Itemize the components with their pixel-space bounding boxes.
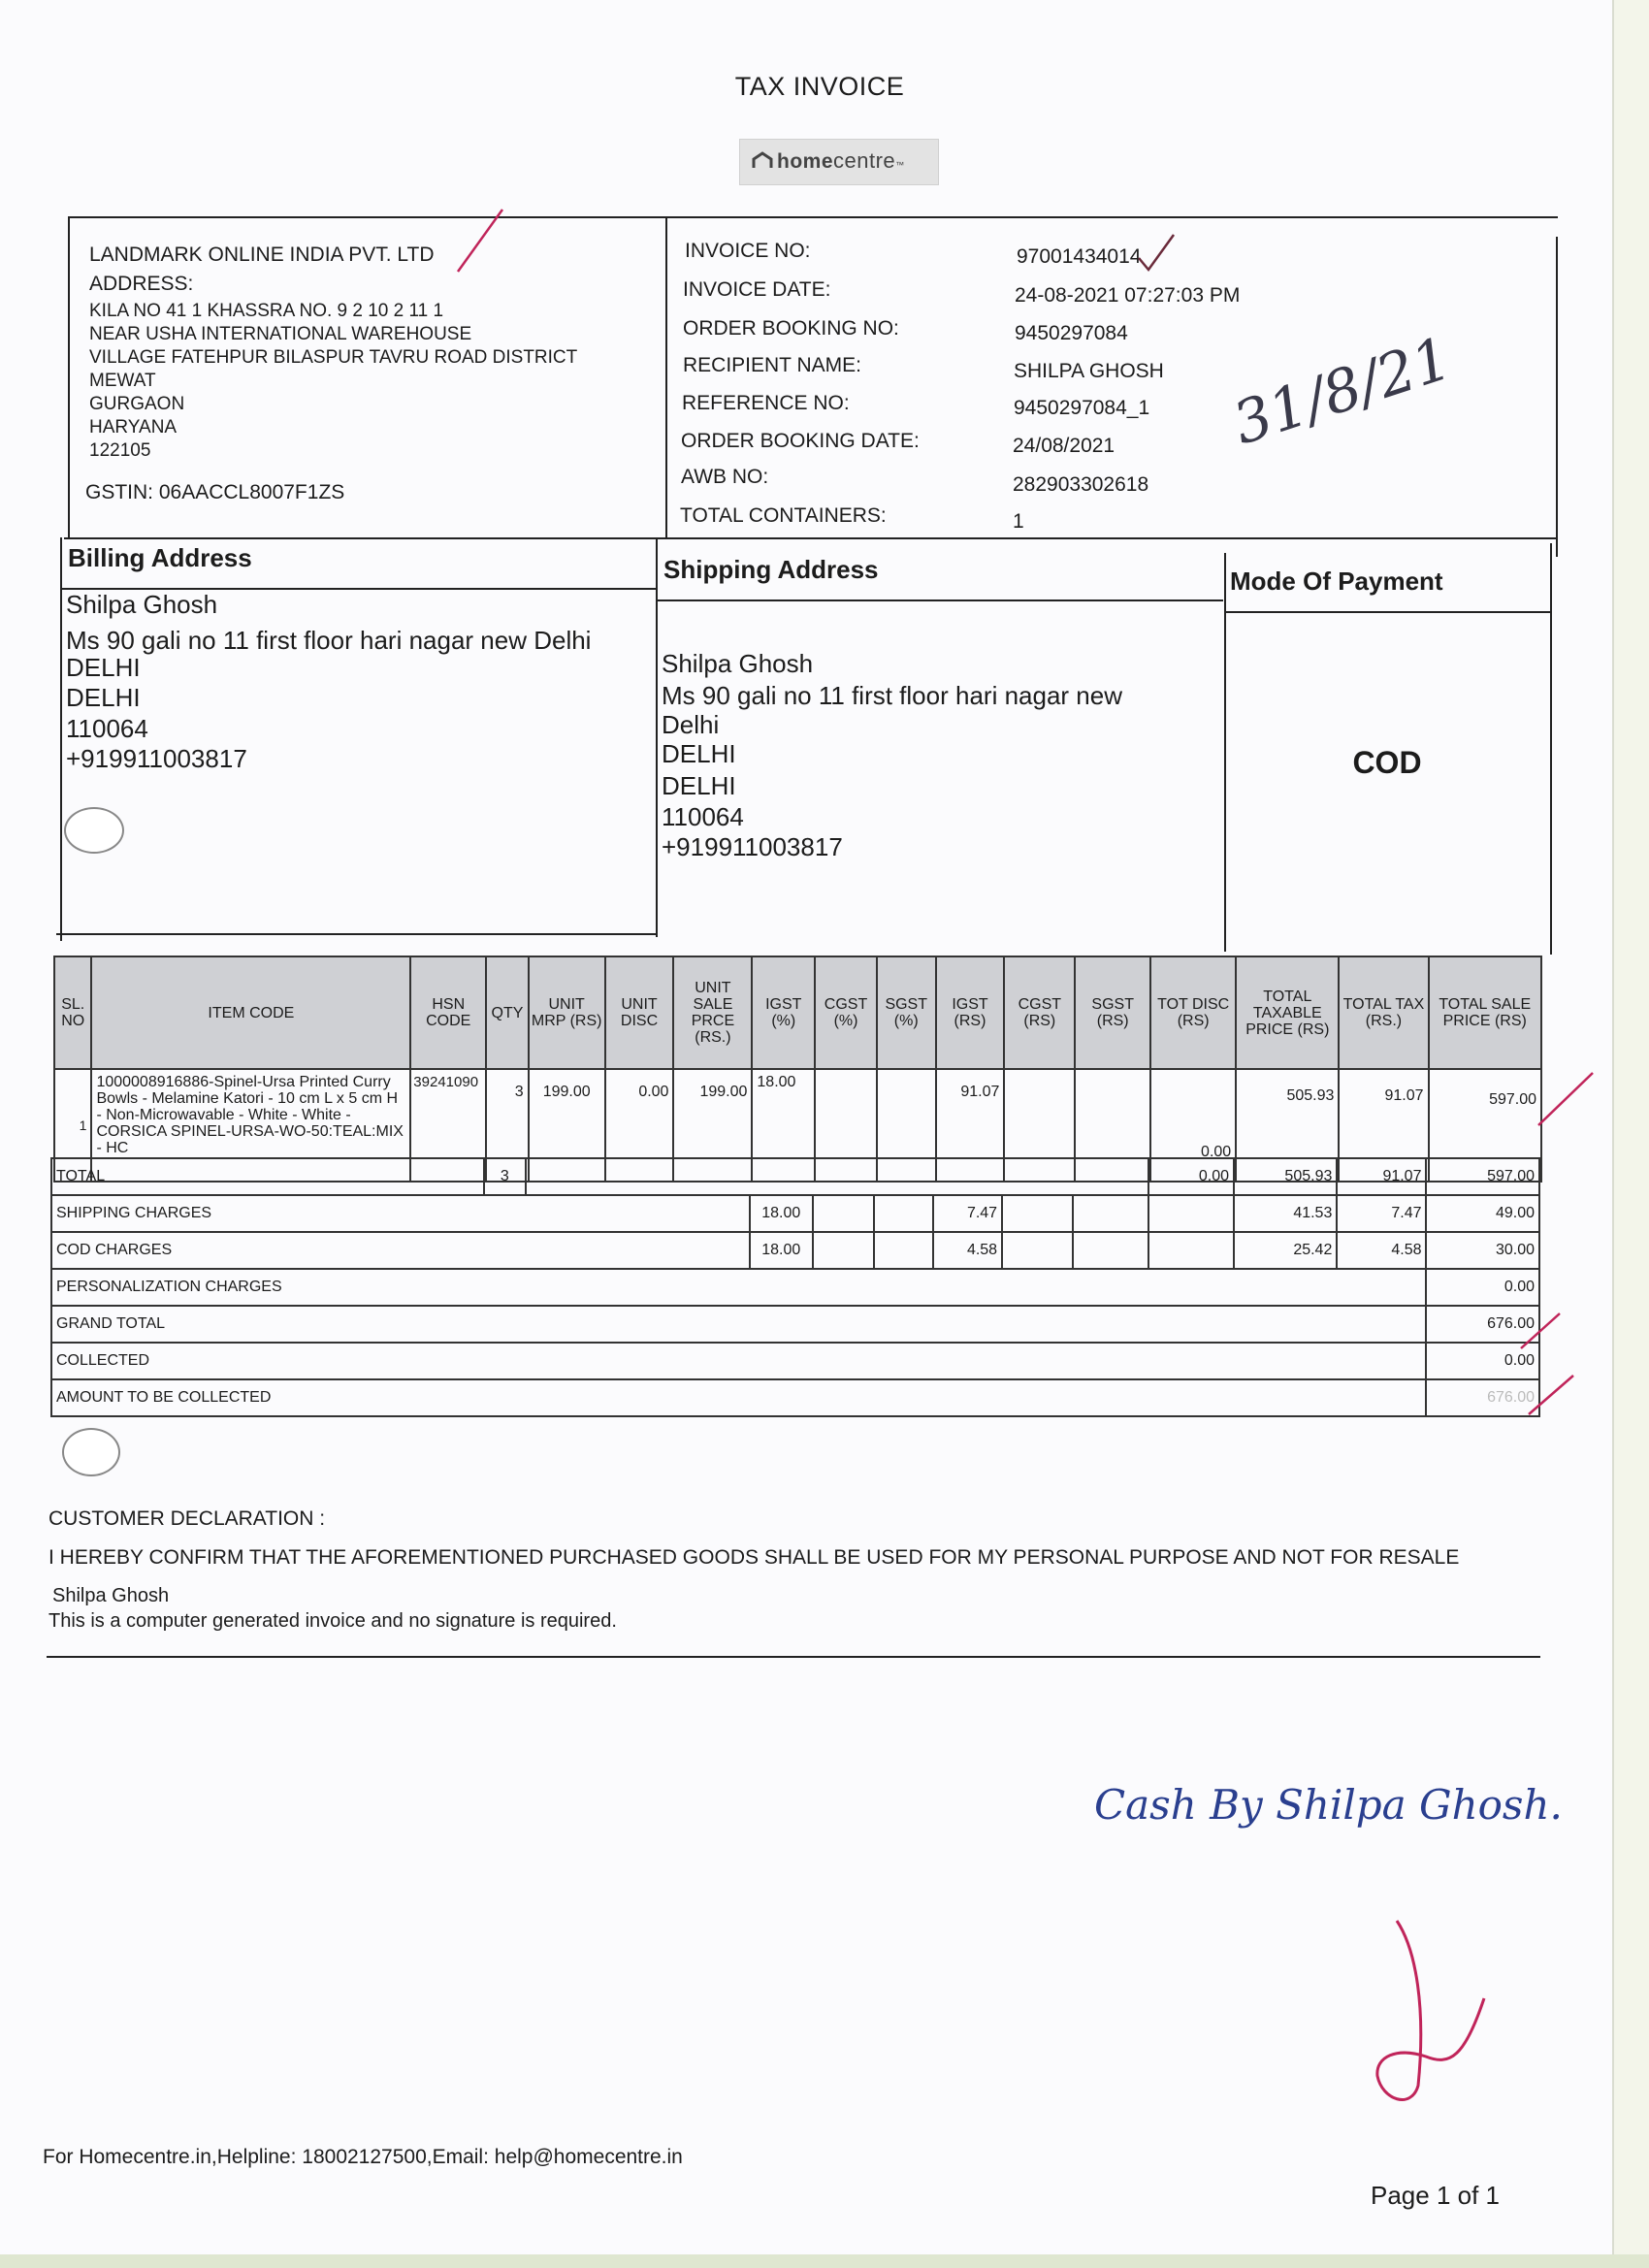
cell-taxable: 505.93 — [1236, 1069, 1339, 1182]
address-box-right — [1550, 543, 1552, 955]
summary-row-cod — [51, 1232, 1539, 1269]
reference-no-value: 9450297084_1 — [1014, 397, 1150, 419]
declaration-text: I HEREBY CONFIRM THAT THE AFOREMENTIONED PURCHASED GOODS SHALL BE USED FOR MY PERSONAL PURPOSE AND NOT FOR RESALE — [48, 1546, 1460, 1569]
cod-tot-disc — [1148, 1232, 1234, 1269]
seller-address-line: 122105 — [89, 440, 151, 461]
address-box-bottom-left — [56, 933, 656, 935]
shipping-tax: 7.47 — [1337, 1195, 1426, 1232]
cell-tax: 91.07 — [1339, 1069, 1428, 1182]
payment-heading-rule — [1224, 611, 1552, 613]
summary-row-grand-total — [51, 1306, 1539, 1343]
col-header: SGST (RS) — [1075, 956, 1150, 1069]
col-header: UNIT MRP (RS) — [529, 956, 605, 1069]
shipping-taxable: 41.53 — [1234, 1195, 1337, 1232]
summary-row-to-collect — [51, 1379, 1539, 1416]
to-collect-label: AMOUNT TO BE COLLECTED — [51, 1379, 1426, 1416]
summary-table — [50, 1157, 1540, 1417]
scan-edge-bottom — [0, 2254, 1649, 2268]
shipping-charges-label: SHIPPING CHARGES — [51, 1195, 750, 1232]
col-header: HSN CODE — [410, 956, 486, 1069]
shipping-line: DELHI — [662, 771, 736, 800]
header-box-top — [68, 216, 1558, 218]
invoice-date-label: INVOICE DATE: — [683, 278, 831, 301]
page-number: Page 1 of 1 — [1371, 2181, 1500, 2210]
shipping-igst-pct: 18.00 — [750, 1195, 813, 1232]
invoice-date-value: 24-08-2021 07:27:03 PM — [1015, 284, 1241, 307]
declaration-note: This is a computer generated invoice and no signature is required. — [48, 1610, 617, 1632]
shipping-line: Delhi — [662, 710, 720, 739]
cod-tax: 4.58 — [1337, 1232, 1426, 1269]
homecentre-logo: homecentre™ — [739, 139, 939, 185]
header-box-right — [1556, 237, 1558, 557]
cell-qty: 3 — [486, 1069, 529, 1182]
cell-hsn: 39241090 — [410, 1069, 486, 1182]
col-header: IGST (RS) — [936, 956, 1005, 1069]
cod-cgst-rs — [1002, 1232, 1073, 1269]
seller-name: LANDMARK ONLINE INDIA PVT. LTD — [89, 243, 435, 266]
billing-heading: Billing Address — [68, 543, 252, 572]
billing-line: 110064 — [66, 714, 148, 743]
collected-value: 0.00 — [1426, 1343, 1539, 1379]
col-header: TOT DISC (RS) — [1150, 956, 1236, 1069]
total-sale: 597.00 — [1426, 1158, 1539, 1195]
personalization-label: PERSONALIZATION CHARGES — [51, 1269, 1426, 1306]
summary-row-personalization — [51, 1269, 1539, 1306]
shipping-cgst-rs — [1002, 1195, 1073, 1232]
header-box-divider — [665, 216, 667, 538]
tick-mark — [1137, 231, 1176, 279]
cell-igst-pct: 18.00 — [752, 1069, 815, 1182]
grand-total-label: GRAND TOTAL — [51, 1306, 1426, 1343]
total-label: TOTAL — [51, 1158, 484, 1195]
col-header: UNIT DISC — [605, 956, 674, 1069]
recipient-name-value: SHILPA GHOSH — [1014, 360, 1164, 382]
col-header: TOTAL TAXABLE PRICE (RS) — [1236, 956, 1339, 1069]
col-header: IGST (%) — [752, 956, 815, 1069]
seller-address-line: NEAR USHA INTERNATIONAL WAREHOUSE — [89, 324, 472, 344]
awb-no-label: AWB NO: — [681, 466, 769, 488]
awb-no-value: 282903302618 — [1013, 473, 1149, 496]
handwritten-note — [1094, 1766, 1563, 1843]
punch-hole — [62, 1428, 120, 1476]
cod-charges-label: COD CHARGES — [51, 1232, 750, 1269]
summary-row-shipping — [51, 1195, 1539, 1232]
cell-disc: 0.00 — [605, 1069, 674, 1182]
cell-sale: 199.00 — [673, 1069, 752, 1182]
shipping-line: DELHI — [662, 739, 736, 768]
tick-mark — [456, 206, 504, 274]
seller-address-line: MEWAT — [89, 371, 156, 391]
billing-line: +919911003817 — [66, 744, 247, 773]
svg-text:31/8/21: 31/8/21 — [1225, 324, 1460, 459]
handwritten-date — [1211, 310, 1460, 459]
items-header-row — [54, 956, 1541, 1069]
house-icon — [752, 151, 773, 169]
shipping-tot-disc — [1148, 1195, 1234, 1232]
seller-gstin: GSTIN: 06AACCL8007F1ZS — [85, 481, 345, 503]
header-box-left — [68, 216, 70, 538]
scan-edge-right — [1612, 0, 1649, 2268]
cell-sl: 1 — [54, 1069, 91, 1182]
shipping-cgst-pct — [813, 1195, 875, 1232]
cod-sgst-pct — [874, 1232, 933, 1269]
seller-address-label: ADDRESS: — [89, 273, 194, 295]
recipient-name-label: RECIPIENT NAME: — [683, 354, 861, 376]
col-header: SL. NO — [54, 956, 91, 1069]
shipping-igst-rs: 7.47 — [933, 1195, 1002, 1232]
total-blank — [526, 1158, 1148, 1195]
shipping-sgst-rs — [1073, 1195, 1148, 1232]
summary-row-total — [51, 1158, 1539, 1195]
cod-cgst-pct — [813, 1232, 875, 1269]
invoice-no-value: 97001434014 — [1017, 245, 1142, 268]
col-header: CGST (RS) — [1004, 956, 1075, 1069]
handwritten-note-ink — [1094, 1766, 1563, 1843]
order-booking-no-value: 9450297084 — [1015, 322, 1128, 344]
items-table — [53, 956, 1542, 1183]
signature-mark — [1358, 1911, 1494, 2124]
shipping-line: 110064 — [662, 802, 744, 831]
billing-line: Shilpa Ghosh — [66, 590, 218, 619]
order-booking-date-label: ORDER BOOKING DATE: — [681, 430, 920, 452]
shipping-line: Ms 90 gali no 11 first floor hari nagar new — [662, 681, 1122, 710]
collected-label: COLLECTED — [51, 1343, 1426, 1379]
header-box-bottom — [64, 537, 1556, 539]
total-taxable: 505.93 — [1234, 1158, 1337, 1195]
seller-address-line: VILLAGE FATEHPUR BILASPUR TAVRU ROAD DISTRICT — [89, 347, 578, 368]
tick-mark — [1519, 1312, 1562, 1350]
footer-contact: For Homecentre.in,Helpline: 18002127500,Email: help@homecentre.in — [43, 2146, 683, 2168]
total-containers-label: TOTAL CONTAINERS: — [680, 504, 887, 527]
declaration-name: Shilpa Ghosh — [52, 1585, 170, 1606]
shipping-total: 49.00 — [1426, 1195, 1539, 1232]
declaration-heading: CUSTOMER DECLARATION : — [48, 1507, 326, 1530]
col-header: CGST (%) — [815, 956, 877, 1069]
tick-mark — [1536, 1071, 1595, 1129]
cod-taxable: 25.42 — [1234, 1232, 1337, 1269]
cell-igst-rs: 91.07 — [936, 1069, 1005, 1182]
order-booking-date-value: 24/08/2021 — [1013, 435, 1116, 457]
handwritten-date-ink — [1211, 310, 1460, 459]
cod-igst-rs: 4.58 — [933, 1232, 1002, 1269]
cell-mrp: 199.00 — [529, 1069, 605, 1182]
invoice-no-label: INVOICE NO: — [685, 240, 811, 262]
shipping-heading: Shipping Address — [663, 555, 879, 584]
col-header: QTY — [486, 956, 529, 1069]
seller-address-line: KILA NO 41 1 KHASSRA NO. 9 2 10 2 11 1 — [89, 301, 444, 321]
declaration-rule — [47, 1656, 1540, 1658]
billing-line: DELHI — [66, 653, 141, 682]
cell-tot-disc: 0.00 — [1150, 1069, 1236, 1182]
billing-line: Ms 90 gali no 11 first floor hari nagar new Delhi — [66, 626, 592, 655]
shipping-sgst-pct — [874, 1195, 933, 1232]
cod-sgst-rs — [1073, 1232, 1148, 1269]
col-header: TOTAL SALE PRICE (RS) — [1429, 956, 1542, 1069]
reference-no-label: REFERENCE NO: — [682, 392, 850, 414]
tick-mark — [1527, 1374, 1575, 1416]
order-booking-no-label: ORDER BOOKING NO: — [683, 317, 899, 340]
col-header: TOTAL TAX (RS.) — [1339, 956, 1428, 1069]
col-header: SGST (%) — [877, 956, 936, 1069]
total-qty: 3 — [484, 1158, 527, 1195]
cod-igst-pct: 18.00 — [750, 1232, 813, 1269]
to-collect-value: 676.00 — [1426, 1379, 1539, 1416]
personalization-total: 0.00 — [1426, 1269, 1539, 1306]
page-title: TAX INVOICE — [734, 72, 905, 101]
seller-address-line: GURGAON — [89, 394, 185, 414]
punch-hole — [64, 807, 124, 854]
seller-address-line: HARYANA — [89, 417, 178, 437]
cell-total: 597.00 — [1429, 1069, 1542, 1182]
summary-row-collected — [51, 1343, 1539, 1379]
svg-text:Cash By Shilpa Ghosh.: Cash By Shilpa Ghosh. — [1094, 1781, 1563, 1829]
cell-item: 1000008916886-Spinel-Ursa Printed Curry Bowls - Melamine Katori - 10 cm L x 5 cm H - Non-Microwavable - White - White - CORSICA SPINEL-URSA-WO-50:TEAL:MIX - HC — [91, 1069, 410, 1182]
shipping-heading-rule — [657, 599, 1223, 601]
total-containers-value: 1 — [1013, 510, 1024, 533]
total-tax: 91.07 — [1337, 1158, 1426, 1195]
payment-mode: COD — [1352, 745, 1422, 780]
address-box-left — [60, 537, 62, 941]
payment-heading: Mode Of Payment — [1230, 567, 1443, 596]
total-tot-disc: 0.00 — [1148, 1158, 1234, 1195]
shipping-line: +919911003817 — [662, 832, 843, 861]
billing-line: DELHI — [66, 683, 141, 712]
grand-total-value: 676.00 — [1426, 1306, 1539, 1343]
shipping-line: Shilpa Ghosh — [662, 649, 814, 678]
cod-total: 30.00 — [1426, 1232, 1539, 1269]
col-header: UNIT SALE PRCE (RS.) — [673, 956, 752, 1069]
col-header: ITEM CODE — [91, 956, 410, 1069]
